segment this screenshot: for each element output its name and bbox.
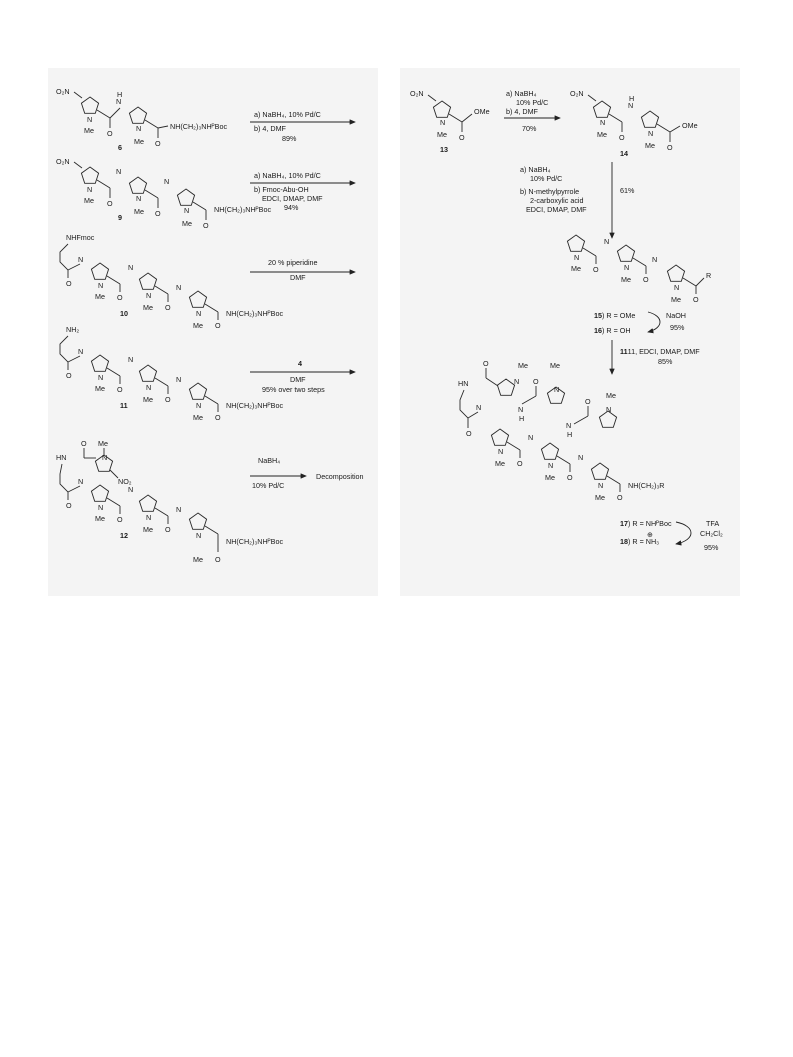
step2-line3: EDCI, DMAP, DMF [262, 194, 323, 203]
step1-yield: 89% [282, 134, 297, 143]
n-label: N [116, 97, 122, 106]
n-label: N [196, 531, 202, 540]
n-label: N [78, 477, 84, 486]
n-label: N [578, 453, 584, 462]
step4-line2: DMF [290, 375, 306, 384]
compound-13-label: 13 [440, 145, 448, 154]
o-label: O [619, 133, 625, 142]
n-label: N [184, 206, 190, 215]
s14-line1: a) NaBH₄ [520, 165, 551, 174]
step5-line2: 10% Pd/C [252, 481, 285, 490]
r16-label [594, 326, 631, 335]
me-label: Me [134, 137, 144, 146]
o-label: O [165, 525, 171, 534]
s16-text: 11, EDCI, DMAP, DMF [627, 347, 700, 356]
s16-line1 [620, 347, 700, 356]
step5-line1: NaBH₄ [258, 456, 281, 465]
n-label: N [87, 185, 93, 194]
r15-label [594, 311, 635, 320]
n-label: N [498, 447, 504, 456]
h-label: H [117, 90, 123, 99]
me-label: Me [671, 295, 681, 304]
s13-line2: 10% Pd/C [516, 98, 549, 107]
s14-line5: EDCI, DMAP, DMF [526, 205, 587, 214]
n-label: N [648, 129, 654, 138]
n-label: N [128, 485, 134, 494]
me-label: Me [182, 219, 192, 228]
s14-line4: 2-carboxylic acid [530, 196, 584, 205]
s13-yield: 70% [522, 124, 537, 133]
ome-label: OMe [682, 121, 698, 130]
ome-label: OMe [474, 107, 490, 116]
o-label: O [107, 199, 113, 208]
compound-18-label: 18 [620, 537, 628, 546]
me-label: Me [98, 439, 108, 448]
hn-label: HN [458, 379, 469, 388]
n-label: N [196, 309, 202, 318]
me-label: Me [193, 413, 203, 422]
n-label: N [196, 401, 202, 410]
n-label: N [518, 405, 524, 414]
o-label: O [617, 493, 623, 502]
r15-text: ) R = OMe [602, 311, 636, 320]
me-label: Me [193, 555, 203, 564]
s15-yield: 95% [670, 323, 685, 332]
me-label: Me [595, 493, 605, 502]
me-label: Me [84, 126, 94, 135]
step2-line1: a) NaBH₄, 10% Pd/C [254, 171, 321, 180]
o-label: O [155, 209, 161, 218]
o-label: O [215, 321, 221, 330]
n-label: N [514, 377, 520, 386]
o-label: O [155, 139, 161, 148]
step2-line2: b) Fmoc-Abu-OH [254, 185, 309, 194]
s13-line3: b) 4, DMF [506, 107, 538, 116]
n-label: N [628, 101, 634, 110]
s14-yield: 61% [620, 186, 635, 195]
chain-label: NH(CH₂)₃NHᴾBoc [226, 537, 284, 546]
r18-label [620, 537, 659, 546]
o-label: O [567, 473, 573, 482]
me-label: Me [134, 207, 144, 216]
o-label: O [203, 221, 209, 230]
step4-line3: 95% over two steps [262, 385, 325, 394]
n-label: N [554, 385, 560, 394]
o-label: O [107, 129, 113, 138]
me-label: Me [84, 196, 94, 205]
compound-17-label: 17 [620, 519, 628, 528]
compound-9-label: 9 [118, 213, 122, 222]
me-label: Me [495, 459, 505, 468]
o-label: O [215, 413, 221, 422]
r17-text: ) R = NHᴾBoc [628, 519, 672, 528]
compound-14-label: 14 [620, 149, 628, 158]
s17-line1: TFA [706, 519, 720, 528]
n-label: N [136, 194, 142, 203]
step3-line2: DMF [290, 273, 306, 282]
me-label: Me [143, 395, 153, 404]
n-label: N [78, 255, 84, 264]
s14-line2: 10% Pd/C [530, 174, 563, 183]
right-panel [400, 68, 740, 596]
compound-15-label: 15 [594, 311, 602, 320]
hn-label: HN [56, 453, 67, 462]
step3-line1: 20 % piperidine [268, 258, 318, 267]
s15-line1: NaOH [666, 311, 686, 320]
n-label: N [128, 355, 134, 364]
o-label: O [459, 133, 465, 142]
n-label: N [176, 283, 182, 292]
r16-text: ) R = OH [602, 326, 631, 335]
n-label: N [652, 255, 658, 264]
h-label: H [519, 414, 525, 423]
n-label: N [674, 283, 680, 292]
n-label: N [606, 405, 612, 414]
o-label: O [215, 555, 221, 564]
o-label: O [66, 501, 72, 510]
n-label: N [566, 421, 572, 430]
compound-6-label: 6 [118, 143, 122, 152]
n-label: N [146, 291, 152, 300]
h-label: H [629, 94, 635, 103]
o-label: O [643, 275, 649, 284]
plus-charge-icon: ⊕ [647, 530, 654, 539]
n-label: N [87, 115, 93, 124]
me-label: Me [95, 292, 105, 301]
me-label: Me [437, 130, 447, 139]
me-label: Me [143, 525, 153, 534]
s13-line1: a) NaBH₄ [506, 89, 537, 98]
nh2-label: NH₂ [66, 325, 80, 334]
step1-line2: b) 4, DMF [254, 124, 286, 133]
o-label: O [117, 293, 123, 302]
decomposition-label: Decomposition [316, 472, 364, 481]
o-label: O [66, 371, 72, 380]
step4-line1: 4 [298, 359, 302, 368]
me-label: Me [645, 141, 655, 150]
n-label: N [598, 481, 604, 490]
o-label: O [66, 279, 72, 288]
o-label: O [667, 143, 673, 152]
me-label: Me [606, 391, 616, 400]
me-label: Me [545, 473, 555, 482]
s17-line2: CH₂Cl₂ [700, 529, 723, 538]
o-label: O [165, 303, 171, 312]
r-label: R [706, 271, 712, 280]
n-label: N [624, 263, 630, 272]
n-label: N [440, 118, 446, 127]
s17-yield: 95% [704, 543, 719, 552]
me-label: Me [143, 303, 153, 312]
compound-11-label: 11 [120, 401, 128, 410]
n-label: N [98, 503, 104, 512]
o-label: O [117, 385, 123, 394]
me-label: Me [193, 321, 203, 330]
chain-label: NH(CH₂)₃NHᴾBoc [226, 401, 284, 410]
o-label: O [593, 265, 599, 274]
o-label: O [693, 295, 699, 304]
n-label: N [164, 177, 170, 186]
me-label: Me [550, 361, 560, 370]
compound-12-label: 12 [120, 531, 128, 540]
step2-yield: 94% [284, 203, 299, 212]
o2n-label: O₂N [410, 89, 424, 98]
o-label: O [483, 359, 489, 368]
o2n-label: O₂N [56, 87, 70, 96]
o-label: O [585, 397, 591, 406]
me-label: Me [597, 130, 607, 139]
n-label: N [528, 433, 534, 442]
compound-16-label: 16 [594, 326, 602, 335]
o-label: O [117, 515, 123, 524]
n-label: N [128, 263, 134, 272]
reagent-11-label: 11 [620, 347, 628, 356]
n-label: N [98, 281, 104, 290]
s14-line3: b) N-methylpyrrole [520, 187, 580, 196]
r18-text: ) R = NH₃ [628, 537, 660, 546]
chain-label: NH(CH₂)₃R [628, 481, 665, 490]
me-label: Me [95, 384, 105, 393]
me-label: Me [571, 264, 581, 273]
n-label: N [136, 124, 142, 133]
no2-label: NO₂ [118, 477, 132, 486]
s16-yield: 85% [658, 357, 673, 366]
n-label: N [548, 461, 554, 470]
step1-line1: a) NaBH₄, 10% Pd/C [254, 110, 321, 119]
n-label: N [146, 383, 152, 392]
n-label: N [574, 253, 580, 262]
o-label: O [466, 429, 472, 438]
n-label: N [78, 347, 84, 356]
n-label: N [146, 513, 152, 522]
chain-label: NH(CH₂)₃NHᴾBoc [226, 309, 284, 318]
o-label: O [517, 459, 523, 468]
o-label: O [165, 395, 171, 404]
me-label: Me [518, 361, 528, 370]
compound-10-label: 10 [120, 309, 128, 318]
o-label: O [81, 439, 87, 448]
h-label: H [567, 430, 573, 439]
n-label: N [604, 237, 610, 246]
n-label: N [600, 118, 606, 127]
chain-label: NH(CH₂)₃NHᴾBoc [214, 205, 272, 214]
o2n-label: O₂N [570, 89, 584, 98]
me-label: Me [621, 275, 631, 284]
o-label: O [533, 377, 539, 386]
o2n-label: O₂N [56, 157, 70, 166]
n-label: N [102, 453, 108, 462]
me-label: Me [95, 514, 105, 523]
n-label: N [98, 373, 104, 382]
n-label: N [476, 403, 482, 412]
nhfmoc-label: NHFmoc [66, 233, 95, 242]
n-label: N [116, 167, 122, 176]
r17-label [620, 519, 672, 528]
chain-label: NH(CH₂)₃NHᴾBoc [170, 122, 228, 131]
n-label: N [176, 505, 182, 514]
n-label: N [176, 375, 182, 384]
